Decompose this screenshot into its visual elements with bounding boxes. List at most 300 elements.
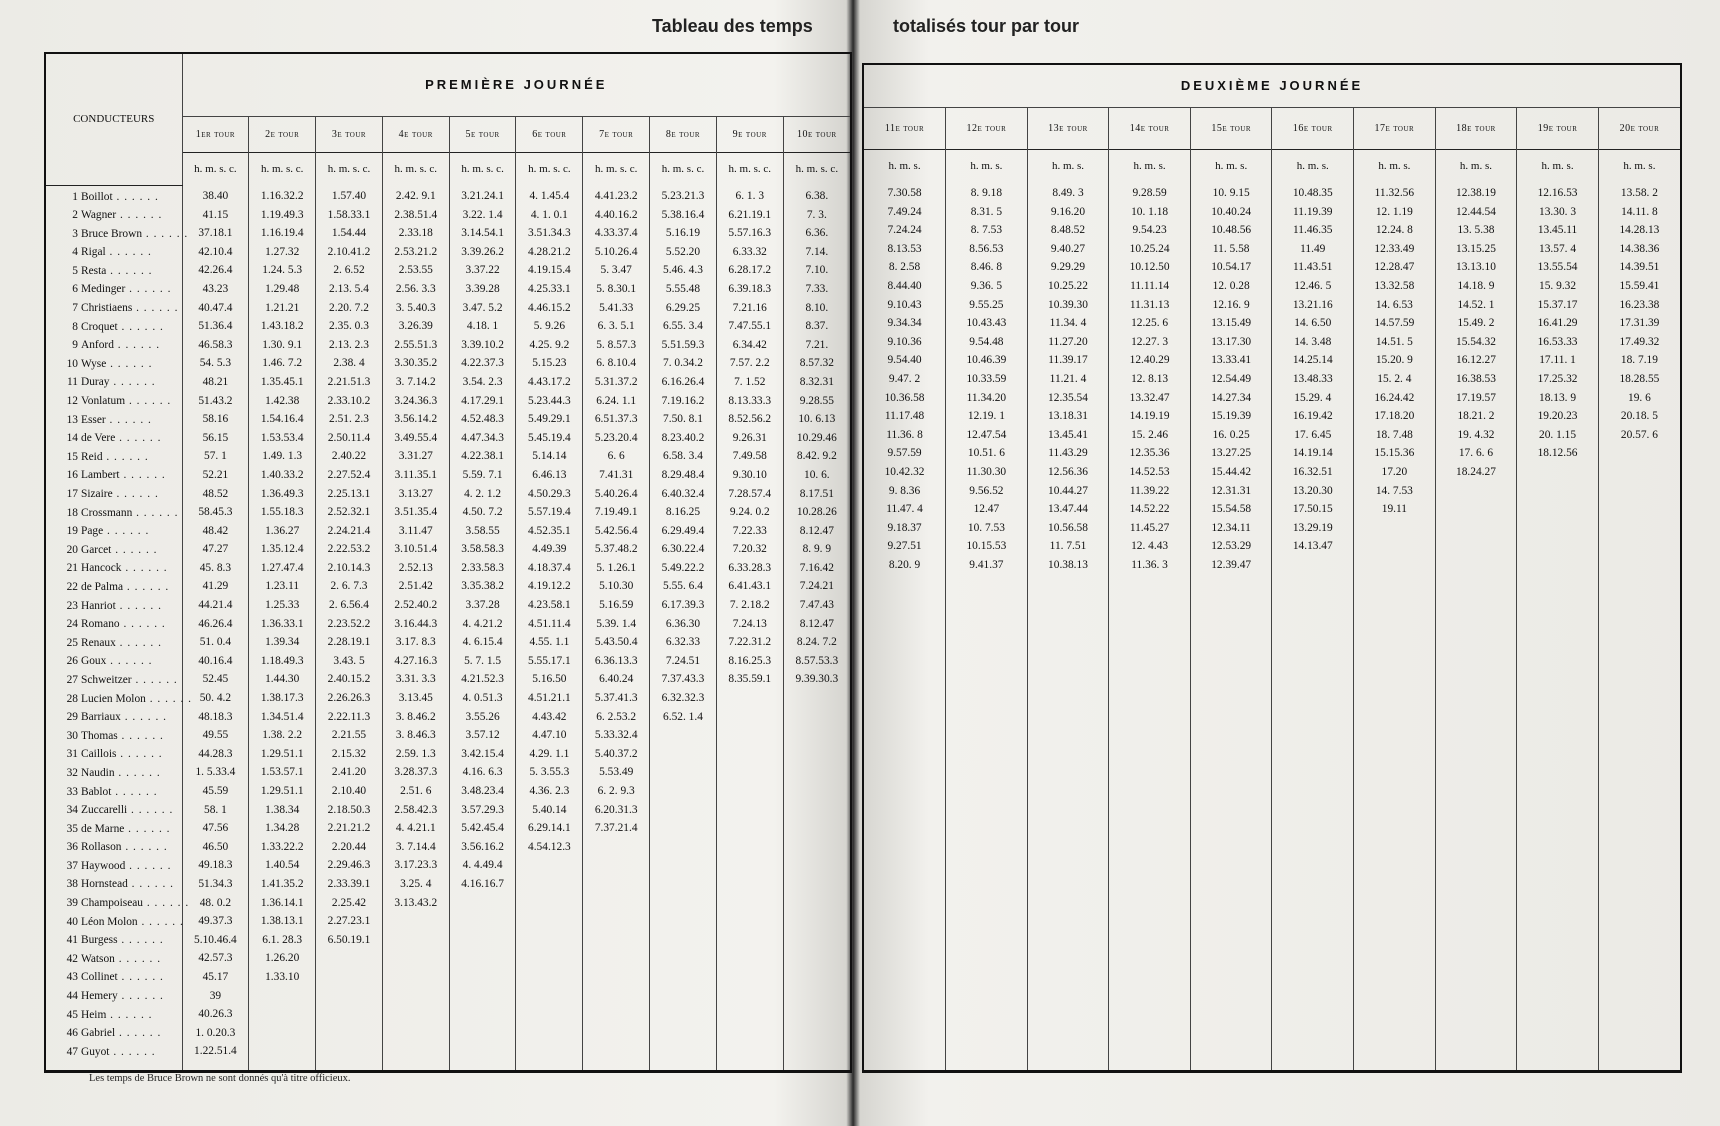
- time-cell: 1.40.54: [265, 859, 300, 872]
- driver-row: [52, 280, 182, 299]
- unit-label: h. m. s. c.: [382, 152, 449, 185]
- driver-name: Boillot: [81, 190, 113, 203]
- time-cell: 7. 0.34.2: [663, 357, 703, 370]
- time-cell: 12.35.54: [1048, 391, 1088, 404]
- time-cell: 14.52.22: [1129, 503, 1170, 516]
- time-cell: 10.46.39: [966, 354, 1007, 367]
- time-cell: 13.18.31: [1048, 410, 1088, 423]
- time-cell: 6. 1. 3: [735, 190, 765, 202]
- time-cell: 16.38.53: [1456, 372, 1496, 385]
- time-cell: 2.22.53.2: [327, 543, 371, 556]
- time-cell: 1.38.13.1: [260, 915, 304, 928]
- time-cell: 58.16: [202, 413, 229, 426]
- driver-row: [52, 373, 182, 392]
- time-cell: 8.16.25: [665, 506, 701, 519]
- time-cell: 15.15.36: [1374, 447, 1415, 460]
- driver-number: 45: [66, 1008, 78, 1021]
- driver-row: [52, 411, 182, 430]
- time-cell: 9.41.37: [969, 558, 1004, 571]
- time-cell: 6.36.30: [665, 617, 701, 630]
- driver-row: [52, 783, 182, 802]
- driver-row: [52, 541, 182, 560]
- driver-row: [52, 299, 182, 318]
- time-cell: 17.49.32: [1619, 335, 1660, 348]
- time-column: [1517, 182, 1599, 1070]
- time-cell: 1.23.11: [265, 580, 300, 593]
- time-cell: 5.14.14: [532, 450, 567, 463]
- time-cell: 9.54.40: [887, 354, 922, 367]
- time-cell: 57. 1: [204, 450, 227, 463]
- time-cell: 14.11. 8: [1621, 205, 1658, 218]
- time-cell: 3.31. 3.3: [395, 673, 436, 686]
- time-column: [1190, 182, 1272, 1070]
- time-cell: 10.25.22: [1048, 279, 1088, 292]
- time-column: [716, 185, 783, 1070]
- time-cell: 3.37.28: [465, 599, 500, 612]
- driver-row: [52, 820, 182, 839]
- time-cell: 14.57.59: [1374, 317, 1415, 330]
- leader-dots: . . . . . .: [120, 711, 168, 724]
- time-cell: 38.40: [202, 190, 229, 202]
- time-cell: 12.34.11: [1211, 521, 1251, 534]
- time-cell: 2.53.21.2: [394, 245, 438, 258]
- driver-number: 15: [66, 450, 78, 463]
- driver-number: 8: [72, 320, 78, 333]
- time-cell: 6.58. 3.4: [663, 450, 703, 463]
- time-cell: 8. 2.58: [888, 261, 921, 274]
- time-cell: 11.34.20: [966, 391, 1007, 404]
- time-cell: 58. 1: [204, 803, 227, 816]
- driver-row: [52, 262, 182, 281]
- time-cell: 10.44.27: [1048, 484, 1088, 497]
- time-cell: 7.20.32: [732, 543, 767, 556]
- time-cell: 12.46. 5: [1294, 279, 1332, 292]
- leader-dots: . . . . . .: [117, 971, 164, 984]
- leader-dots: . . . . . .: [109, 376, 156, 389]
- time-cell: 7.37.43.3: [661, 673, 705, 686]
- time-cell: 1.43.18.2: [260, 320, 304, 333]
- time-cell: 10.28.26: [796, 506, 837, 519]
- time-cell: 49.18.3: [198, 859, 233, 872]
- driver-name: Watson: [81, 952, 115, 965]
- leader-dots: . . . . . .: [117, 990, 164, 1003]
- leader-dots: . . . . . .: [121, 841, 168, 854]
- time-cell: 5. 3.47: [600, 264, 632, 277]
- time-cell: 42.26.4: [198, 264, 233, 277]
- time-cell: 14. 7.53: [1375, 484, 1413, 497]
- driver-number: 41: [66, 934, 78, 947]
- time-cell: 6.50.19.1: [327, 933, 371, 946]
- time-cell: 45.59: [202, 785, 229, 797]
- time-cell: 3. 5.40.3: [395, 301, 436, 314]
- time-cell: 4.22.38.1: [461, 450, 504, 463]
- time-cell: 12.47: [973, 503, 1000, 516]
- time-cell: 9.10.43: [887, 298, 922, 311]
- driver-row: [52, 429, 182, 448]
- time-cell: 10.56.58: [1048, 521, 1088, 534]
- unit-label: h. m. s. c.: [583, 152, 650, 185]
- unit-label: h. m. s. c.: [249, 152, 316, 185]
- time-cell: 5.10.26.4: [594, 245, 638, 258]
- driver-row: [52, 708, 182, 727]
- time-cell: 4.19.12.2: [528, 580, 571, 593]
- time-cell: 7.49.24: [887, 205, 922, 218]
- time-cell: 13.57. 4: [1539, 242, 1577, 255]
- time-cell: 2.40.22: [331, 450, 367, 463]
- leader-dots: . . . . . .: [115, 432, 162, 445]
- leader-dots: . . . . . .: [106, 655, 153, 668]
- leader-dots: . . . . . .: [117, 320, 164, 333]
- time-cell: 2.24.21.4: [327, 524, 371, 537]
- driver-row: [52, 466, 182, 485]
- day2-header: DEUXIÈME JOURNÉE: [1180, 78, 1364, 94]
- time-cell: 12.24. 8: [1375, 224, 1413, 237]
- driver-name: Garcet: [81, 543, 112, 556]
- time-cell: 2.20. 7.2: [329, 301, 369, 314]
- time-cell: 7.37.21.4: [594, 822, 638, 835]
- time-cell: 10.15.53: [966, 540, 1007, 553]
- time-cell: 10.12.50: [1129, 261, 1170, 274]
- time-cell: 10.29.46: [796, 431, 837, 444]
- time-cell: 12.40.29: [1129, 354, 1170, 367]
- unit-label: h. m. s.: [888, 159, 921, 172]
- time-cell: 13.13.10: [1456, 261, 1496, 274]
- time-cell: 14.25.14: [1292, 354, 1333, 367]
- time-cell: 12.54.49: [1211, 372, 1252, 385]
- time-cell: 3.49.55.4: [394, 431, 438, 444]
- time-cell: 6. 2. 9.3: [597, 785, 635, 797]
- tour-header: 7e tour: [583, 116, 650, 152]
- unit-label: h. m. s.: [1354, 149, 1436, 182]
- driver-row: [52, 504, 182, 523]
- time-column: [316, 185, 383, 1070]
- time-cell: 3.10.51.4: [394, 543, 438, 556]
- driver-number: 44: [66, 990, 78, 1003]
- time-cell: 11.43.29: [1048, 447, 1088, 460]
- time-cell: 1.38.34: [265, 803, 300, 816]
- driver-name: Thomas: [81, 729, 118, 742]
- driver-number: 17: [66, 488, 78, 500]
- time-cell: 8.44.40: [887, 279, 922, 292]
- driver-row: [52, 392, 182, 411]
- driver-row: [52, 727, 182, 746]
- time-cell: 3.17. 8.3: [395, 636, 436, 649]
- driver-name: Haywood: [81, 859, 126, 872]
- time-cell: 4.22.37.3: [461, 357, 504, 370]
- time-cell: 4.49.39: [532, 543, 567, 556]
- time-cell: 4.29. 1.1: [529, 747, 570, 760]
- leader-dots: . . . . . .: [123, 580, 170, 593]
- time-cell: 10.43.43: [966, 317, 1007, 330]
- time-cell: 1.36.14.1: [260, 896, 304, 909]
- leader-dots: . . . . . .: [131, 673, 178, 686]
- time-cell: 4.50. 7.2: [462, 506, 503, 519]
- time-cell: 58.45.3: [198, 506, 233, 519]
- tour-header: 6e tour: [516, 116, 583, 152]
- time-cell: 5.16.59: [599, 599, 634, 612]
- time-cell: 14.27.34: [1211, 391, 1252, 404]
- time-cell: 8.16.25.3: [728, 654, 772, 667]
- time-cell: 1.36.27: [265, 524, 300, 537]
- leader-dots: . . . . . .: [127, 804, 174, 817]
- time-cell: 17.19.57: [1456, 391, 1496, 404]
- time-cell: 1.44.30: [265, 673, 300, 686]
- time-column: [1435, 182, 1517, 1070]
- leader-dots: . . . . . .: [145, 692, 193, 705]
- unit-label: h. m. s.: [1027, 149, 1109, 182]
- leader-dots: . . . . . .: [105, 413, 152, 426]
- time-cell: 4.47.10: [532, 729, 567, 742]
- time-cell: 11.30.30: [966, 465, 1007, 478]
- driver-name: Lambert: [81, 469, 120, 482]
- time-cell: 1.35.45.1: [260, 375, 304, 388]
- time-cell: 4.28.21.2: [528, 245, 571, 258]
- time-cell: 7.22.33: [732, 524, 767, 537]
- time-cell: 8.49. 3: [1052, 187, 1084, 199]
- time-cell: 7. 2.18.2: [729, 599, 770, 612]
- time-cell: 4.33.37.4: [594, 227, 638, 240]
- time-cell: 48.21: [202, 375, 229, 388]
- time-cell: 2. 6.56.4: [329, 599, 369, 612]
- driver-row: [52, 987, 182, 1006]
- leader-dots: . . . . . .: [117, 729, 164, 742]
- time-cell: 18.12.56: [1537, 447, 1578, 460]
- time-cell: 4.36. 2.3: [529, 785, 570, 797]
- time-cell: 1.27.32: [265, 245, 300, 258]
- time-cell: 9.26.31: [732, 431, 767, 444]
- tour-header: 16e tour: [1272, 107, 1354, 149]
- time-cell: 3.37.22: [465, 264, 500, 277]
- driver-name: Goux: [81, 655, 107, 668]
- time-cell: 11.36. 3: [1131, 558, 1168, 571]
- time-cell: 6.34.42: [732, 338, 767, 351]
- time-cell: 14. 6.53: [1375, 298, 1413, 311]
- time-cell: 1.54.16.4: [260, 413, 304, 426]
- time-cell: 6.24. 1.1: [596, 394, 637, 407]
- time-cell: 14.52. 1: [1457, 298, 1495, 311]
- time-cell: 13. 5.38: [1457, 224, 1495, 237]
- time-cell: 10.51. 6: [967, 447, 1005, 460]
- time-cell: 6.29.14.1: [528, 822, 571, 835]
- time-cell: 15.54.32: [1456, 335, 1496, 348]
- time-cell: 9.16.20: [1050, 205, 1086, 218]
- driver-row: [52, 652, 182, 671]
- leader-dots: . . . . . .: [142, 227, 189, 240]
- time-cell: 10. 7.53: [967, 521, 1005, 534]
- time-cell: 2.35. 0.3: [329, 320, 369, 333]
- time-cell: 17.50.15: [1292, 503, 1333, 516]
- time-cell: 16.53.33: [1537, 335, 1578, 348]
- driver-name: Anford: [81, 339, 114, 352]
- driver-name: Page: [81, 525, 104, 538]
- driver-number: 20: [66, 543, 78, 556]
- time-column: [1354, 182, 1436, 1070]
- driver-name: Schweitzer: [81, 673, 132, 686]
- time-cell: 6. 2.53.2: [596, 710, 637, 723]
- time-cell: 48.18.3: [198, 710, 233, 723]
- time-cell: 13.33.41: [1211, 354, 1252, 367]
- time-cell: 5.42.56.4: [594, 524, 638, 537]
- driver-row: [52, 745, 182, 764]
- time-cell: 4.21.52.3: [461, 673, 504, 686]
- time-cell: 13.21.16: [1292, 298, 1333, 311]
- unit-label: h. m. s.: [946, 149, 1028, 182]
- time-column: [864, 182, 946, 1070]
- time-cell: 4.25. 9.2: [529, 338, 570, 351]
- time-cell: 5.55.48: [665, 282, 701, 295]
- time-cell: 3.13.43.2: [394, 896, 438, 909]
- time-cell: 11.27.20: [1048, 335, 1088, 348]
- time-cell: 7.28.57.4: [728, 487, 772, 500]
- driver-row: [52, 875, 182, 894]
- driver-number: 26: [66, 655, 78, 668]
- time-cell: 1.21.21: [265, 301, 300, 314]
- time-cell: 10.36.58: [884, 391, 925, 404]
- time-cell: 2.15.32: [331, 747, 367, 760]
- tour-header: 5e tour: [449, 116, 516, 152]
- time-cell: 13.47.44: [1048, 503, 1088, 516]
- title-right: totalisés tour par tour: [893, 16, 1080, 36]
- leader-dots: . . . . . .: [116, 209, 163, 222]
- time-cell: 3.13.27: [398, 487, 433, 500]
- time-cell: 5.55. 6.4: [663, 580, 703, 593]
- time-cell: 4.40.16.2: [594, 208, 638, 221]
- time-cell: 9.40.27: [1050, 242, 1086, 255]
- time-cell: 11.39.22: [1129, 484, 1170, 497]
- time-cell: 5. 9.26: [533, 320, 566, 333]
- driver-number: 36: [66, 841, 78, 854]
- time-cell: 1.46. 7.2: [262, 357, 303, 370]
- time-cell: 2.22.11.3: [327, 710, 371, 723]
- driver-name: de Palma: [81, 580, 124, 593]
- time-column: [583, 185, 650, 1070]
- time-cell: 8.35.59.1: [728, 673, 772, 686]
- tour-header: 1er tour: [182, 116, 249, 152]
- driver-name: Guyot: [81, 1045, 110, 1058]
- tour-header: 11e tour: [884, 122, 925, 134]
- driver-row: [52, 1024, 182, 1043]
- time-cell: 19.11: [1381, 503, 1407, 516]
- time-cell: 1.58.33.1: [327, 208, 371, 221]
- leader-dots: . . . . . .: [125, 283, 172, 296]
- unit-label: h. m. s.: [1598, 149, 1680, 182]
- driver-name: Christiaens: [81, 302, 133, 315]
- leader-dots: . . . . . .: [115, 1027, 162, 1040]
- time-cell: 3.11.35.1: [394, 468, 437, 481]
- time-cell: 6. 3. 5.1: [597, 320, 635, 333]
- time-cell: 1.34.28: [265, 822, 300, 835]
- driver-name: Wagner: [81, 209, 117, 222]
- time-cell: 6.51.37.3: [594, 413, 638, 426]
- time-cell: 3.54. 2.3: [462, 375, 503, 388]
- tour-header: 15e tour: [1190, 107, 1272, 149]
- driver-row: [52, 913, 182, 932]
- driver-row: [52, 559, 182, 578]
- time-cell: 10. 9.15: [1212, 187, 1250, 199]
- time-cell: 15.44.42: [1211, 465, 1252, 478]
- time-cell: 10.42.32: [884, 465, 925, 478]
- time-cell: 8.20. 9: [888, 558, 921, 571]
- driver-name: de Marne: [81, 822, 125, 835]
- title-left: Tableau des temps: [652, 16, 813, 36]
- unit-label: h. m. s. c.: [449, 152, 516, 185]
- time-cell: 9.34.34: [887, 317, 922, 330]
- time-cell: 1.25.33: [265, 599, 300, 612]
- leader-dots: . . . . . .: [124, 822, 171, 835]
- time-cell: 5.49.22.2: [661, 561, 705, 574]
- time-cell: 4.41.23.2: [594, 190, 638, 202]
- time-cell: 4. 4.49.4: [462, 859, 503, 872]
- time-cell: 3.57.12: [465, 729, 500, 742]
- driver-row: [52, 838, 182, 857]
- leader-dots: . . . . . .: [114, 952, 162, 965]
- time-cell: 4. 6.15.4: [462, 636, 503, 649]
- time-cell: 8.46. 8: [970, 261, 1003, 274]
- driver-number: 28: [66, 692, 78, 705]
- time-cell: 2. 6.52: [333, 264, 365, 277]
- time-cell: 4.54.12.3: [528, 840, 571, 853]
- time-cell: 9.39.30.3: [795, 673, 839, 686]
- driver-number: 7: [72, 302, 78, 315]
- time-cell: 4.16.16.7: [461, 877, 504, 890]
- time-column: [1272, 182, 1354, 1070]
- time-cell: 12.53.29: [1211, 540, 1252, 553]
- tour-header: 3e tour: [316, 116, 383, 152]
- time-cell: 13.48.33: [1292, 372, 1333, 385]
- time-cell: 3. 8.46.3: [395, 729, 436, 742]
- driver-row: [52, 801, 182, 820]
- driver-number: 47: [66, 1045, 78, 1058]
- leader-dots: . . . . . .: [103, 525, 150, 538]
- time-cell: 2.28.19.1: [327, 636, 371, 649]
- time-cell: 1.53.57.1: [260, 766, 304, 779]
- conducteurs-header: CONDUCTEURS: [46, 54, 182, 185]
- time-cell: 5.57.16.3: [728, 227, 772, 240]
- time-cell: 8.12.47: [799, 524, 834, 537]
- time-cell: 17.31.39: [1619, 317, 1660, 330]
- time-cell: 4.18.37.4: [528, 561, 571, 574]
- time-cell: 12. 8.13: [1131, 372, 1169, 385]
- time-cell: 12. 4.43: [1131, 540, 1169, 553]
- time-cell: 1.42.38: [265, 394, 300, 407]
- time-cell: 4.16. 6.3: [462, 766, 503, 779]
- time-cell: 5.39. 1.4: [596, 617, 637, 630]
- driver-number: 42: [66, 952, 78, 965]
- leader-dots: . . . . . .: [113, 339, 161, 352]
- time-cell: 9.36. 5: [970, 279, 1003, 292]
- time-cell: 49.37.3: [198, 915, 233, 928]
- time-cell: 7. 1.52: [734, 375, 766, 388]
- driver-name: Hemery: [81, 990, 118, 1003]
- leader-dots: . . . . . .: [111, 785, 158, 798]
- time-cell: 5.43.50.4: [594, 636, 638, 649]
- time-cell: 51.34.3: [198, 877, 233, 890]
- time-cell: 4.19.15.4: [528, 264, 571, 277]
- driver-row: [52, 448, 182, 467]
- driver-row: [52, 355, 182, 374]
- time-cell: 3.58.55: [465, 524, 500, 537]
- driver-number: 21: [66, 562, 78, 575]
- time-cell: 10.33.59: [966, 372, 1007, 385]
- time-cell: 4.51.11.4: [528, 617, 571, 630]
- time-cell: 8.13.33.3: [728, 394, 772, 407]
- unit-label: h. m. s.: [1517, 149, 1599, 182]
- time-cell: 10.40.24: [1211, 205, 1252, 218]
- driver-row: [52, 485, 182, 504]
- driver-name: Burgess: [81, 934, 118, 947]
- time-cell: 7.19.16.2: [661, 394, 705, 407]
- time-cell: 2.25.13.1: [327, 487, 371, 500]
